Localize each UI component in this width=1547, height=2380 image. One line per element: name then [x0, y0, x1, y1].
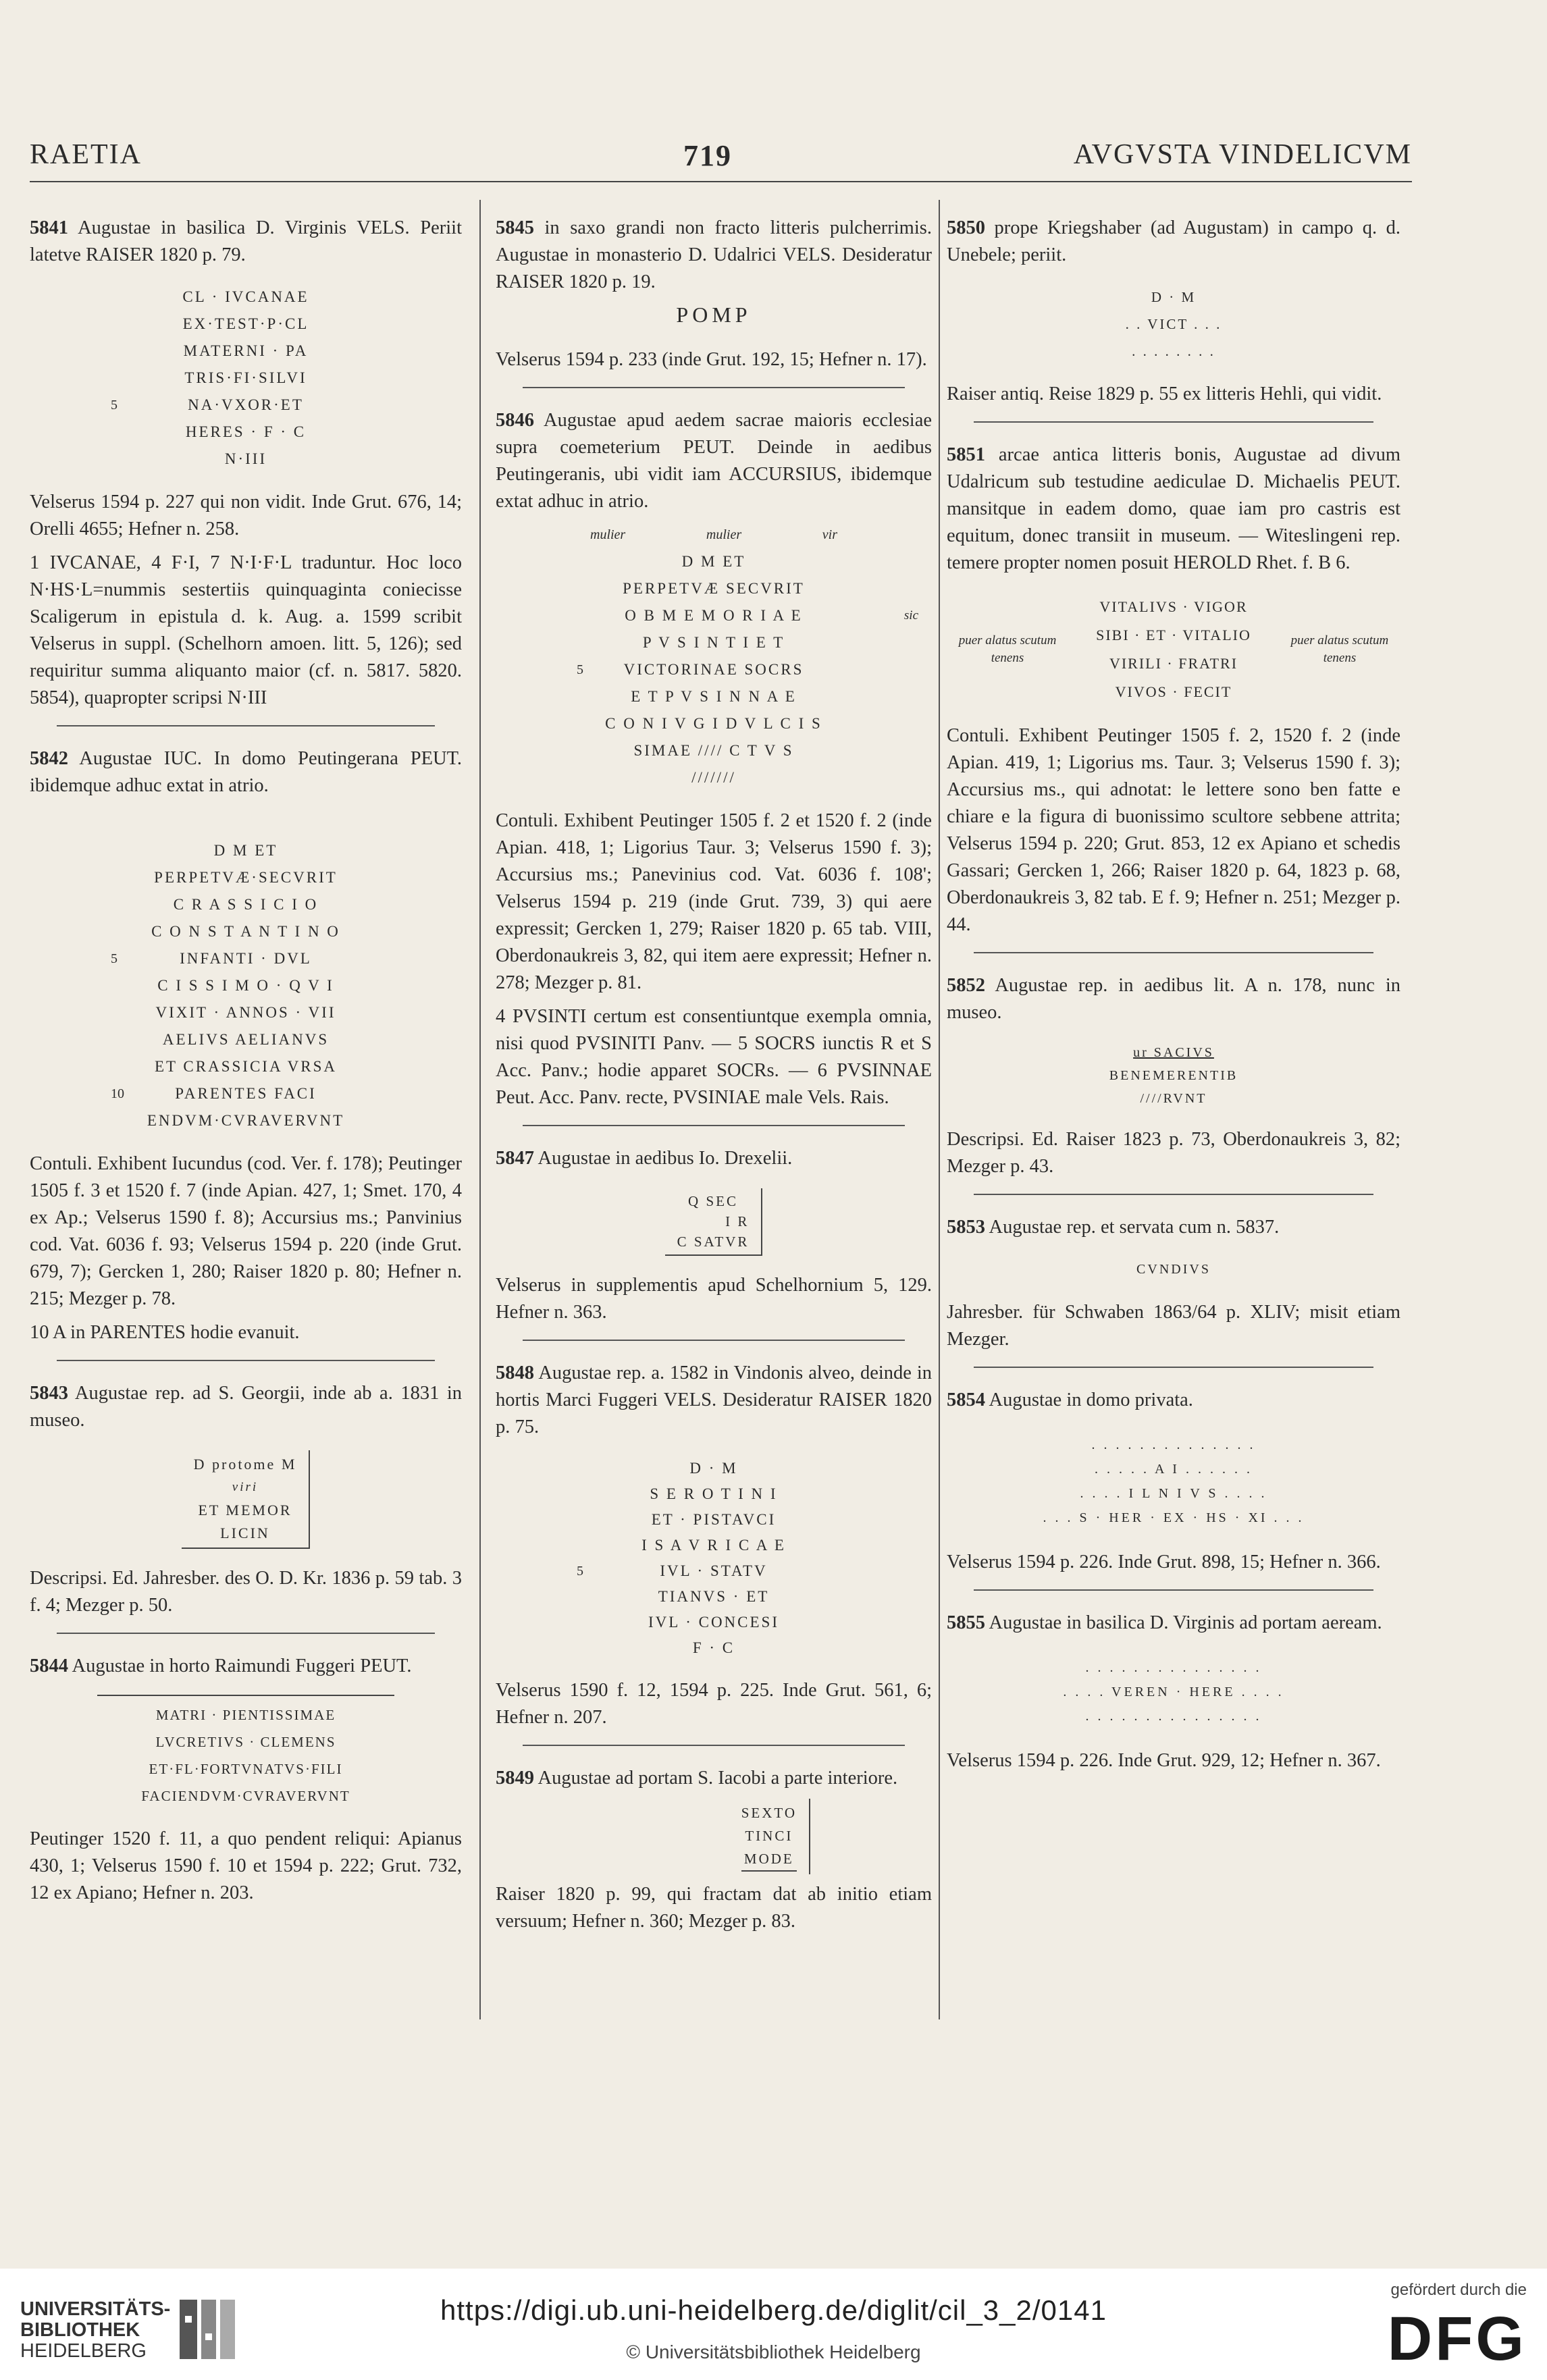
commentary: Descripsi. Ed. Raiser 1823 p. 73, Oberdonaukreis 3, 82; Mezger p. 43.: [947, 1129, 1400, 1177]
line-number: 5: [111, 951, 117, 966]
inscription: [30, 1695, 462, 1809]
entry-heading: 5843 Augustae rep. ad S. Georgii, inde ab a. 1831 in museo.: [30, 1383, 462, 1431]
entry-separator: [57, 1360, 435, 1361]
entry-number: 5853: [947, 1217, 985, 1238]
page-number: 719: [683, 139, 732, 172]
inscription-line: Q SEC: [688, 1193, 738, 1209]
inscription: [30, 837, 462, 1134]
entry-separator: [974, 1367, 1373, 1368]
inscription-line: . . . . . . . .: [1132, 343, 1215, 359]
line-number: 10: [111, 1086, 124, 1101]
inscription: [496, 548, 932, 791]
commentary: Descripsi. Ed. Jahresber. des O. D. Kr. 1836 p. 59 tab. 3 f. 4; Mezger p. 50.: [30, 1568, 462, 1616]
inscription: [947, 284, 1400, 365]
entry-5855: [947, 1610, 1400, 1774]
entry-number: 5852: [947, 975, 985, 996]
entry-number: 5848: [496, 1363, 534, 1383]
commentary: Peutinger 1520 f. 11, a quo pendent reliqui: Apianus 430, 1; Velserus 1590 f. 10 et 1594 p. 222; Grut. 732, 12 ex Apiano; Hefner n. 203.: [30, 1828, 462, 1903]
entry-separator: [523, 387, 905, 388]
entry-separator: [523, 1745, 905, 1746]
entry-number: 5847: [496, 1148, 534, 1169]
inscription-line: 5 VICTORINAE SOCRS: [496, 656, 932, 683]
entry-separator: [974, 952, 1373, 953]
inscription-line: ET CRASSICIA VRSA: [155, 1058, 337, 1075]
viewer-footer: [0, 2269, 1547, 2380]
commentary: Velserus 1594 p. 226. Inde Grut. 929, 12; Hefner n. 367.: [947, 1750, 1381, 1771]
inscription-fragment: [30, 1450, 462, 1549]
entry-number: 5849: [496, 1768, 534, 1789]
relief-label-right: puer alatus scutum tenens: [1290, 633, 1389, 665]
inscription-line: IVL · CONCESI: [648, 1614, 780, 1631]
entry-heading: 5853 Augustae rep. et servata cum n. 5837.: [947, 1217, 1280, 1238]
permalink-url[interactable]: https://digi.ub.uni-heidelberg.de/diglit/cil_3_2/0141: [440, 2294, 1107, 2326]
entry-number: 5850: [947, 217, 985, 238]
entry-5847: [496, 1145, 932, 1326]
inscription-line: FACIENDVM·CVRAVERVNT: [141, 1788, 350, 1804]
inscription-line: SIMAE //// C T V S: [633, 742, 794, 759]
entry-number: 5846: [496, 410, 534, 431]
inscription-line: 5 NA·VXOR·ET: [30, 392, 462, 419]
entry-separator: [974, 1194, 1373, 1195]
inscription-line: ur SACIVS: [1133, 1045, 1214, 1060]
sic-mark: sic: [903, 608, 918, 623]
inscription-line: LICIN: [220, 1525, 270, 1541]
inscription: [496, 1456, 932, 1661]
entry-heading: 5855 Augustae in basilica D. Virginis ad portam aeream.: [947, 1612, 1382, 1633]
inscription-line: ET·FL·FORTVNATVS·FILI: [149, 1761, 343, 1777]
entry-5849: [496, 1765, 932, 1935]
inscription-line: BENEMERENTIB: [1109, 1068, 1238, 1083]
entry-number: 5854: [947, 1390, 985, 1410]
critical-note: 1 IVCANAE, 4 F·I, 7 N·I·F·L traduntur. Hoc loco N·HS·L=nummis sestertiis quinquaginta coniecisse Scaligerum in epistula d. k. Aug. a. 1599 scribit Velserus in suppl. (Schelhorn amoen. litt. 5, 126); sed requiritur summa aliquanto maior (cf. n. 5817. 5820. 5854), quapropter scripsi N·III: [30, 552, 462, 708]
inscription-line: N·III: [224, 450, 267, 467]
entry-5852: [947, 972, 1400, 1180]
inscription-line: ENDVM·CVRAVERVNT: [147, 1112, 345, 1129]
entry-heading: 5852 Augustae rep. in aedibus lit. A n. 178, nunc in museo.: [947, 975, 1400, 1023]
entry-separator: [523, 1340, 905, 1341]
line-number: 5: [577, 1564, 583, 1579]
commentary: Jahresber. für Schwaben 1863/64 p. XLIV; misit etiam Mezger.: [947, 1302, 1400, 1350]
entry-separator: [57, 725, 435, 726]
inscription: [1096, 593, 1251, 706]
running-header-right: AVGVSTA VINDELICVM: [1073, 139, 1412, 170]
entry-heading: 5854 Augustae in domo privata.: [947, 1390, 1193, 1410]
funding-notice: gefördert durch die: [1390, 2281, 1527, 2299]
entry-separator: [974, 1589, 1373, 1591]
entry-5848: [496, 1360, 932, 1731]
entry-heading: 5848 Augustae rep. a. 1582 in Vindonis alveo, deinde in hortis Marci Fuggeri VELS. Desideratur RAISER 1820 p. 75.: [496, 1363, 932, 1437]
inscription-line: F · C: [692, 1639, 735, 1656]
inscription-line: . . . . VEREN · HERE . . . .: [1063, 1685, 1284, 1699]
inscription-line: SIBI · ET · VITALIO: [1096, 627, 1251, 643]
inscription-line: HERES · F · C: [185, 423, 307, 440]
inscription-line: TRIS·FI·SILVI: [184, 369, 307, 386]
inscription-line: SEXTO: [741, 1805, 797, 1821]
inscription-line: C SATVR: [677, 1234, 750, 1250]
inscription-line: I R: [725, 1213, 750, 1229]
relief-label: mulier: [706, 527, 742, 542]
column-divider-1: [479, 200, 481, 2019]
commentary: Velserus 1594 p. 233 (inde Grut. 192, 15; Hefner n. 17).: [496, 349, 927, 370]
commentary: Contuli. Exhibent Peutinger 1505 f. 2 et 1520 f. 2 (inde Apian. 418, 1; Ligorius Taur. 3; Velserus 1590 f. 3); Accursius ms.; Panevinius cod. Vat. 6036 f. 108'; Velserus 1594 p. 219 (inde Grut. 739, 3) qui aere expressit; Gercken 1, 279; Raiser 1820 p. 65 tab. VIII, Oberdonaukreis 3, 82, qui item aere expressit; Hefner n. 278; Mezger p. 81.: [496, 810, 932, 993]
inscription: POMP: [676, 302, 752, 327]
entry-heading: 5842 Augustae IUC. In domo Peutingerana PEUT. ibidemque adhuc extat in atrio.: [30, 748, 462, 796]
commentary: Raiser 1820 p. 99, qui fractam dat ab initio etiam versuum; Hefner n. 360; Mezger p. 83.: [496, 1884, 932, 1932]
column-1: [30, 215, 462, 1916]
inscription: [30, 284, 462, 473]
inscription-line: ET MEMOR: [198, 1502, 292, 1518]
inscription-line: P V S I N T I E T: [642, 634, 785, 651]
inscription: CVNDIVS: [1136, 1262, 1211, 1277]
university-library-logo[interactable]: UNIVERSITÄTS- BIBLIOTHEK HEIDELBERG: [20, 2298, 171, 2362]
entry-separator: [974, 421, 1373, 423]
inscription-line: 10 PARENTES FACI: [30, 1080, 462, 1107]
line-number: 5: [111, 398, 117, 413]
inscription: [947, 1656, 1400, 1728]
entry-number: 5844: [30, 1656, 68, 1676]
commentary: Velserus 1594 p. 226. Inde Grut. 898, 15; Hefner n. 366.: [947, 1552, 1381, 1572]
inscription-line: MODE: [741, 1847, 797, 1872]
inscription-line: viri: [232, 1480, 259, 1494]
commentary: Velserus in supplementis apud Schelhornium 5, 129. Hefner n. 363.: [496, 1275, 932, 1323]
inscription-line: D M ET: [213, 842, 278, 859]
entry-5850: [947, 215, 1400, 408]
inscription-line: 5 IVL · STATV: [496, 1558, 932, 1584]
inscription-line: VITALIVS · VIGOR: [1099, 598, 1248, 615]
entry-5853: [947, 1214, 1400, 1353]
inscription-line: C I S S I M O · Q V I: [157, 977, 334, 994]
entry-heading: 5841 Augustae in basilica D. Virginis VELS. Periit latetve RAISER 1820 p. 79.: [30, 217, 462, 265]
inscription-line: D · M: [1151, 289, 1197, 305]
entry-5854: [947, 1387, 1400, 1576]
entry-number: 5851: [947, 444, 985, 465]
inscription: [947, 1041, 1400, 1110]
inscription-line: TINCI: [745, 1828, 793, 1844]
inscription-line: E T P V S I N N A E: [631, 688, 797, 705]
inscription-line: VIVOS · FECIT: [1115, 683, 1232, 700]
entry-5846: [496, 407, 932, 1111]
inscription-line: . . . . . A I . . . . . .: [1095, 1462, 1253, 1477]
inscription-line: S E R O T I N I: [650, 1485, 778, 1502]
entry-number: 5855: [947, 1612, 985, 1633]
inscription-line: D · M: [689, 1460, 738, 1477]
commentary: Contuli. Exhibent Peutinger 1505 f. 2, 1520 f. 2 (inde Apian. 419, 1; Ligorius ms. Taur. 3; Velserus 1590 f. 3); Accursius ms., qui adnotat: le lettere sono ben fatte e chiare e la figura di buonissimo scultore sebbene attrita; Velserus 1594 p. 220; Grut. 853, 12 ex Apiano et schedis Gassari; Gercken 1, 266; Raiser 1820 p. 64, 1823 p. 68, Oberdonaukreis 3, 82 tab. E f. 9; Hefner n. 251; Mezger p. 44.: [947, 725, 1400, 935]
entry-5843: [30, 1380, 462, 1619]
inscription-line: PERPETVÆ·SECVRIT: [154, 869, 338, 886]
critical-note: 4 PVSINTI certum est consentiuntque exempla omnia, nisi quod PVSINITI Panv. — 5 SOCRS iunctis R et S Acc. Panv.; hodie apparet SOCRs. — 6 PVSINNAE Peut. Acc. Panv. recte, PVSINIAE male Vels. Rais.: [496, 1006, 932, 1108]
entry-heading: 5845 in saxo grandi non fracto litteris pulcherrimis. Augustae in monasterio D. Udalrici VELS. Desideratur RAISER 1820 p. 19.: [496, 217, 932, 292]
inscription-line: I S A V R I C A E: [641, 1537, 786, 1554]
entry-heading: 5844 Augustae in horto Raimundi Fuggeri PEUT.: [30, 1656, 412, 1676]
entry-5845: [496, 215, 932, 373]
relief-label: mulier: [590, 527, 626, 542]
inscription-line: ///////: [691, 769, 736, 786]
inscription-line: C R A S S I C I O: [173, 896, 319, 913]
entry-separator: [523, 1125, 905, 1126]
critical-note: 10 A in PARENTES hodie evanuit.: [30, 1322, 300, 1343]
inscription-line: TIANVS · ET: [658, 1588, 770, 1605]
inscription-line: EX·TEST·P·CL: [182, 315, 309, 332]
entry-number: 5845: [496, 217, 534, 238]
entry-heading: 5847 Augustae in aedibus Io. Drexelii.: [496, 1148, 793, 1169]
inscription-line: MATRI · PIENTISSIMAE: [155, 1707, 336, 1723]
inscription-line: VIXIT · ANNOS · VII: [155, 1004, 336, 1021]
inscription-line: . . . S · HER · EX · HS · XI . . .: [1043, 1510, 1305, 1525]
inscription-line: AELIVS AELIANVS: [162, 1031, 330, 1048]
inscription-line: CL · IVCANAE: [182, 288, 309, 305]
entry-number: 5842: [30, 748, 68, 769]
inscription-top-rule: [97, 1695, 394, 1696]
entry-heading: 5850 prope Kriegshaber (ad Augustam) in campo q. d. Unebele; periit.: [947, 217, 1400, 265]
inscription-with-reliefs: [947, 593, 1400, 706]
inscription-line: O B M E M O R I A E sic: [496, 602, 932, 629]
column-divider-2: [939, 200, 940, 2019]
header-rule: [30, 181, 1412, 182]
inscription-line: PERPETVÆ SECVRIT: [623, 580, 805, 597]
running-header-left: RAETIA: [30, 139, 142, 170]
entry-heading: 5849 Augustae ad portam S. Iacobi a parte interiore.: [496, 1768, 898, 1789]
commentary: Raiser antiq. Reise 1829 p. 55 ex litteris Hehli, qui vidit.: [947, 384, 1382, 404]
inscription-line: 5 INFANTI · DVL: [30, 945, 462, 972]
commentary: Velserus 1590 f. 12, 1594 p. 225. Inde Grut. 561, 6; Hefner n. 207.: [496, 1680, 932, 1728]
entry-separator: [57, 1633, 435, 1634]
inscription-line: . . . . . . . . . . . . . . .: [1085, 1709, 1262, 1724]
inscription-fragment: [496, 1188, 932, 1256]
inscription-line: C O N S T A N T I N O: [151, 923, 340, 940]
line-number: 5: [577, 662, 583, 677]
relief-label-left: puer alatus scutum tenens: [958, 633, 1057, 665]
entry-heading: 5851 arcae antica litteris bonis, Augustae ad divum Udalricum sub testudine aediculae D. Michaelis PEUT. mansitque in eadem domo, quae iam pro castris est equitum, donec transiit in museum. — Witeslingeni rep. temere propter nomen posuit HEROLD Rhet. f. B 6.: [947, 444, 1400, 573]
inscription-line: MATERNI · PA: [183, 342, 309, 359]
dfg-logo[interactable]: DFG: [1387, 2304, 1527, 2373]
entry-number: 5841: [30, 217, 68, 238]
inscription-line: LVCRETIVS · CLEMENS: [155, 1734, 336, 1750]
entry-heading: 5846 Augustae apud aedem sacrae maioris ecclesiae supra coemeterium PEUT. Deinde in aedibus Peutingeranis, ubi vidit iam ACCURSIUS, ibidemque extat adhuc in atrio.: [496, 410, 932, 512]
inscription-line: . . VICT . . .: [1125, 316, 1222, 332]
column-3: [947, 215, 1400, 1784]
column-2: [496, 215, 932, 1945]
inscription-fragment: [496, 1799, 932, 1874]
inscription-line: ET · PISTAVCI: [651, 1511, 777, 1528]
inscription-line: . . . . . . . . . . . . . .: [1091, 1437, 1256, 1452]
inscription: [947, 1433, 1400, 1530]
copyright-notice: © Universitätsbibliothek Heidelberg: [626, 2342, 921, 2362]
inscription-line: C O N I V G I D V L C I S: [605, 715, 822, 732]
entry-5844: [30, 1653, 462, 1907]
relief-label: vir: [822, 527, 837, 542]
inscription-line: . . . . . . . . . . . . . . .: [1085, 1660, 1262, 1675]
entry-number: 5843: [30, 1383, 68, 1404]
entry-5842: [30, 745, 462, 1346]
relief-annotations: [496, 527, 932, 543]
inscription-line: . . . . I L N I V S . . . .: [1080, 1486, 1267, 1501]
inscription-line: D protome M: [193, 1456, 297, 1473]
entry-5851: [947, 442, 1400, 938]
inscription-line: ////RVNT: [1140, 1091, 1207, 1106]
inscription-line: VIRILI · FRATRI: [1109, 655, 1238, 672]
commentary: Velserus 1594 p. 227 qui non vidit. Inde Grut. 676, 14; Orelli 4655; Hefner n. 258.: [30, 492, 462, 539]
commentary: Contuli. Exhibent Iucundus (cod. Ver. f. 178); Peutinger 1505 f. 3 et 1520 f. 7 (inde Apian. 427, 1; Smet. 170, 4 ex Ap.; Velserus 1590 f. 8); Accursius ms.; Panvinius cod. Vat. 6036 f. 93; Velserus 1594 p. 220 (inde Grut. 679, 7); Gercken 1, 280; Raiser 1820 p. 80; Hefner n. 215; Mezger p. 78.: [30, 1153, 462, 1309]
entry-5841: [30, 215, 462, 712]
inscription-line: D M ET: [681, 553, 746, 570]
